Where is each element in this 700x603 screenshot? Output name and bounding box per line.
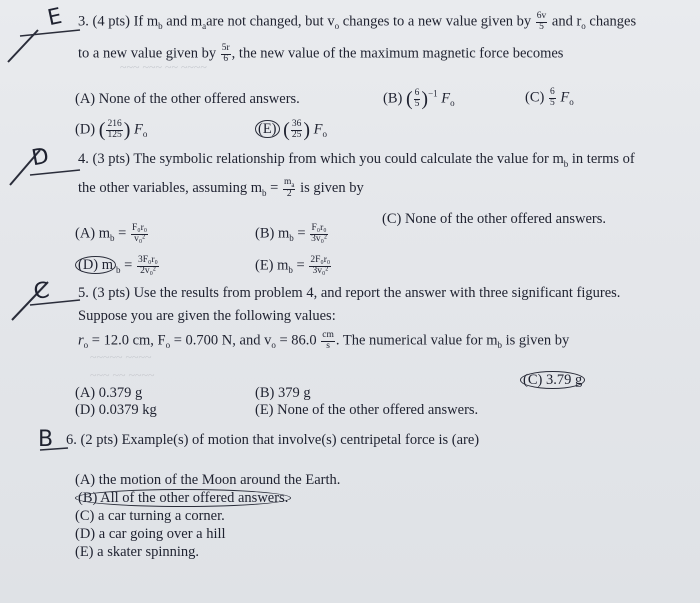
- q4-option-a: (A) $m_b$ = $\frac{\text{F₀r₀}}{\text{v₀²}}$: [75, 223, 148, 244]
- handwritten-answer-q6: B: [38, 427, 54, 452]
- q5-option-b: (B) 379 g: [255, 385, 311, 401]
- q6-option-a: (A) the motion of the Moon around the Earth.: [75, 472, 341, 488]
- q6-option-e: (E) a skater spinning.: [75, 544, 200, 560]
- answer-circle: (E): [255, 120, 280, 138]
- answer-circle: (B) All of the other offered answers.: [75, 489, 291, 507]
- q3-option-a: (A) None of the other offered answers.: [75, 91, 300, 107]
- q4-line2: the other variables, assuming $m_b$ = $\frac{m_a}{2}$ is given by: [78, 177, 364, 199]
- q4-option-e: (E) $m_b$ = $\frac{\text{2F₀r₀}}{\text{3v₀²}}$: [255, 255, 331, 276]
- q3-option-c: (C) $\frac{6}{5}$ $F_o$: [525, 87, 574, 108]
- fraction-5ro-over-6: $\frac{5r}{6}$: [221, 43, 230, 64]
- q5-option-d: (D) 0.0379 kg: [75, 402, 157, 418]
- q5-line2: Suppose you are given the following values:: [78, 308, 336, 324]
- q3-option-e: (E) ( $\frac{36}{25}$ ) $F_o$: [255, 119, 327, 141]
- bleed-through-text: ~~~ ~~~ ~~ ~~~~: [120, 60, 207, 74]
- handwritten-answer-q5: C: [31, 277, 52, 306]
- q4-option-b: (B) $m_b$ = $\frac{\text{F₀r₀}}{\text{3v₀²}}$: [255, 223, 327, 244]
- fraction-6vo-over-5: $\frac{6v}{5}$: [536, 11, 547, 32]
- q3-option-b: (B) ( $\frac{6}{5}$ )$^{-1}$ $F_o$: [383, 88, 455, 110]
- q5-line1: 5. (3 pts) Use the results from problem 4, and report the answer with three significant figures.: [78, 285, 621, 301]
- q6-option-d: (D) a car going over a hill: [75, 526, 226, 542]
- q6-option-b: [75, 491, 291, 507]
- q6-option-c: (C) a car turning a corner.: [75, 508, 225, 524]
- q4-option-d: (D) m $_b$ = $\frac{\text{3F₀r₀}}{\text{2v₀²}}$: [75, 256, 160, 276]
- handwritten-answer-q4: D: [29, 143, 51, 172]
- slash-mark: [8, 30, 38, 62]
- q6-line1: 6. (2 pts) Example(s) of motion that involve(s) centripetal force is (are): [66, 432, 480, 448]
- q3-option-d: (D) ( $\frac{216}{125}$ ) $F_o$: [75, 119, 148, 141]
- q4-line1: 4. (3 pts) The symbolic relationship from which you could calculate the value for $m_b$ in terms of: [78, 151, 635, 169]
- bleed-through-text: ~~~ ~~ ~~~~: [90, 368, 155, 382]
- q5-option-e: (E) None of the other offered answers.: [255, 402, 479, 418]
- answer-circle: (D) m: [75, 256, 116, 274]
- handwritten-answer-q3: E: [45, 3, 65, 32]
- q5-option-c: [520, 373, 585, 389]
- q3-line2: to a new value given by $\frac{5r}{6}$ , the new value of the maximum magnetic force becomes: [78, 43, 564, 64]
- answer-circle: (C) 3.79 g: [520, 371, 585, 389]
- bleed-through-text: ~~~~~ ~~~~: [90, 350, 152, 364]
- q5-option-a: (A) 0.379 g: [75, 385, 143, 401]
- q3-line1: 3. (4 pts) If $m_b$ and $m_aare$ not changed, but $v_o$ changes to a new value given by $\frac{6v}{5}$ and $r_o$ changes: [78, 11, 637, 32]
- q4-option-c: (C) None of the other offered answers.: [382, 211, 606, 227]
- q5-line3: $r_o = 12.0$ cm, $F_o = 0.700$ N, and $v_o = 86.0$ $\frac{cm}{s}$ . The numerical value for $m_b$ is given by: [78, 330, 570, 351]
